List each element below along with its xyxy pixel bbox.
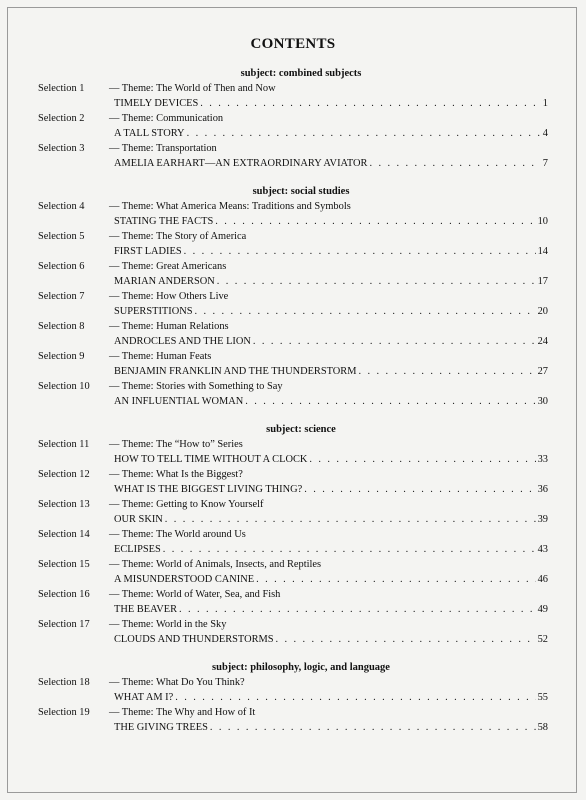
page-number: 24 — [537, 336, 548, 347]
selection-label: Selection 2 — [38, 113, 85, 124]
page-number: 30 — [537, 396, 548, 407]
page-number: 20 — [537, 306, 548, 317]
dot-leader — [256, 572, 536, 587]
dot-leader — [358, 364, 535, 379]
section-subject: subject: philosophy, logic, and language — [212, 662, 390, 673]
theme-label: — Theme: World of Animals, Insects, and Reptiles — [109, 559, 322, 570]
story-title: TIMELY DEVICES — [114, 98, 199, 109]
page-number: 43 — [537, 544, 548, 555]
list-item[interactable] — [38, 81, 548, 111]
theme-label: — Theme: The World of Then and Now — [109, 83, 276, 94]
page-number: 27 — [537, 366, 548, 377]
list-item[interactable] — [38, 675, 548, 705]
selection-label: Selection 15 — [38, 559, 90, 570]
dot-leader — [253, 334, 536, 349]
page-number: 10 — [537, 216, 548, 227]
selection-label: Selection 12 — [38, 469, 90, 480]
theme-label: — Theme: Stories with Something to Say — [109, 381, 283, 392]
page-title: CONTENTS — [250, 36, 336, 52]
list-item[interactable] — [38, 289, 548, 319]
section-science — [38, 422, 548, 647]
story-title: ECLIPSES — [114, 544, 161, 555]
section-social-studies — [38, 184, 548, 409]
story-title: AN INFLUENTIAL WOMAN — [114, 396, 244, 407]
theme-label: — Theme: Transportation — [109, 143, 217, 154]
story-title: AMELIA EARHART—AN EXTRAORDINARY AVIATOR — [114, 158, 368, 169]
dot-leader — [195, 304, 536, 319]
page-number: 17 — [537, 276, 548, 287]
dot-leader — [187, 126, 541, 141]
story-title: BENJAMIN FRANKLIN AND THE THUNDERSTORM — [114, 366, 357, 377]
dot-leader — [369, 156, 540, 171]
story-title: THE GIVING TREES — [114, 722, 208, 733]
story-title: HOW TO TELL TIME WITHOUT A CLOCK — [114, 454, 308, 465]
page-number: 49 — [537, 604, 548, 615]
page-number: 7 — [542, 158, 548, 169]
selection-label: Selection 14 — [38, 529, 90, 540]
page-number: 39 — [537, 514, 548, 525]
selection-label: Selection 6 — [38, 261, 85, 272]
list-item[interactable] — [38, 705, 548, 735]
story-title: OUR SKIN — [114, 514, 163, 525]
theme-label: — Theme: Human Relations — [109, 321, 229, 332]
story-title: CLOUDS AND THUNDERSTORMS — [114, 634, 274, 645]
story-title: FIRST LADIES — [114, 246, 182, 257]
theme-label: — Theme: What Is the Biggest? — [109, 469, 243, 480]
theme-label: — Theme: How Others Live — [109, 291, 229, 302]
section-subject: subject: science — [266, 424, 336, 435]
list-item[interactable] — [38, 587, 548, 617]
story-title: SUPERSTITIONS — [114, 306, 193, 317]
theme-label: — Theme: The World around Us — [109, 529, 246, 540]
list-item[interactable] — [38, 229, 548, 259]
list-item[interactable] — [38, 527, 548, 557]
dot-leader — [200, 96, 541, 111]
dot-leader — [165, 512, 536, 527]
dot-leader — [217, 274, 536, 289]
dot-leader — [210, 720, 536, 735]
list-item[interactable] — [38, 437, 548, 467]
theme-label: — Theme: The Story of America — [109, 231, 247, 242]
dot-leader — [276, 632, 536, 647]
list-item[interactable] — [38, 319, 548, 349]
page-number: 4 — [542, 128, 548, 139]
list-item[interactable] — [38, 199, 548, 229]
page-number: 58 — [537, 722, 548, 733]
story-title: WHAT AM I? — [114, 692, 174, 703]
selection-label: Selection 1 — [38, 83, 85, 94]
page-number: 33 — [537, 454, 548, 465]
list-item[interactable] — [38, 497, 548, 527]
story-title: WHAT IS THE BIGGEST LIVING THING? — [114, 484, 303, 495]
theme-label: — Theme: World in the Sky — [109, 619, 227, 630]
theme-label: — Theme: Great Americans — [109, 261, 227, 272]
story-title: ANDROCLES AND THE LION — [114, 336, 251, 347]
selection-label: Selection 11 — [38, 439, 90, 450]
page-number: 46 — [537, 574, 548, 585]
dot-leader — [245, 394, 535, 409]
list-item[interactable] — [38, 557, 548, 587]
list-item[interactable] — [38, 467, 548, 497]
list-item[interactable] — [38, 111, 548, 141]
section-subject: subject: social studies — [252, 186, 350, 197]
section-philosophy-logic-language — [38, 660, 548, 735]
story-title: A MISUNDERSTOOD CANINE — [114, 574, 255, 585]
list-item[interactable] — [38, 259, 548, 289]
theme-label: — Theme: Communication — [109, 113, 224, 124]
theme-label: — Theme: The Why and How of It — [109, 707, 256, 718]
theme-label: — Theme: What Do You Think? — [109, 677, 245, 688]
list-item[interactable] — [38, 617, 548, 647]
selection-label: Selection 13 — [38, 499, 90, 510]
dot-leader — [163, 542, 536, 557]
selection-label: Selection 7 — [38, 291, 85, 302]
selection-label: Selection 5 — [38, 231, 85, 242]
selection-label: Selection 19 — [38, 707, 90, 718]
dot-leader — [184, 244, 536, 259]
page-number: 52 — [537, 634, 548, 645]
list-item[interactable] — [38, 379, 548, 409]
theme-label: — Theme: The “How to” Series — [109, 439, 243, 450]
list-item[interactable] — [38, 349, 548, 379]
theme-label: — Theme: Human Feats — [109, 351, 212, 362]
section-subject: subject: combined subjects — [240, 68, 362, 79]
theme-label: — Theme: What America Means: Traditions and Symbols — [109, 201, 351, 212]
list-item[interactable] — [38, 141, 548, 171]
dot-leader — [175, 690, 535, 705]
selection-label: Selection 3 — [38, 143, 85, 154]
selection-label: Selection 16 — [38, 589, 90, 600]
theme-label: — Theme: World of Water, Sea, and Fish — [109, 589, 281, 600]
story-title: A TALL STORY — [114, 128, 185, 139]
dot-leader — [179, 602, 536, 617]
dot-leader — [309, 452, 535, 467]
page-number: 55 — [537, 692, 548, 703]
selection-label: Selection 8 — [38, 321, 85, 332]
selection-label: Selection 4 — [38, 201, 85, 212]
page-number: 36 — [537, 484, 548, 495]
page-number: 14 — [537, 246, 548, 257]
contents-list — [38, 66, 548, 735]
dot-leader — [304, 482, 535, 497]
story-title: THE BEAVER — [114, 604, 178, 615]
page-number: 1 — [542, 98, 548, 109]
selection-label: Selection 18 — [38, 677, 90, 688]
dot-leader — [215, 214, 535, 229]
story-title: MARIAN ANDERSON — [114, 276, 215, 287]
selection-label: Selection 17 — [38, 619, 90, 630]
selection-label: Selection 10 — [38, 381, 90, 392]
theme-label: — Theme: Getting to Know Yourself — [109, 499, 264, 510]
section-combined-subjects — [38, 66, 548, 171]
story-title: STATING THE FACTS — [114, 216, 214, 227]
selection-label: Selection 9 — [38, 351, 85, 362]
